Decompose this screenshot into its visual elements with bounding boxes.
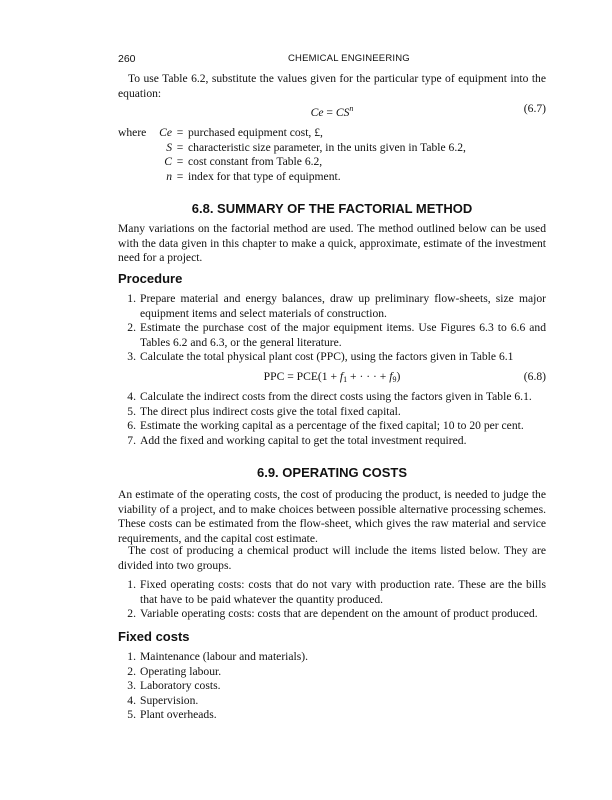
- definition-equals: =: [176, 126, 184, 139]
- procedure-steps-list-continued: [118, 390, 546, 448]
- fixed-costs-list: [118, 650, 546, 723]
- equation-equals: =: [326, 106, 333, 119]
- list-item: 3. Calculate the total physical plant cost (PPC), using the factors given in Table 6.1: [127, 350, 514, 363]
- intro-paragraph: To use Table 6.2, substitute the values given for the particular type of equipment into the equation:: [118, 72, 546, 100]
- section-6-9-paragraph-1: An estimate of the operating costs, the cost of producing the product, is needed to judge the viability of a project, and to make choices between possible alternative processing schemes. These costs can be estimated from the flow-sheet, which gives the raw material and service requirements, and the capital cost estimate.: [118, 488, 546, 545]
- definition-text: purchased equipment cost, £,: [188, 126, 323, 139]
- definition-symbol: C: [164, 155, 172, 168]
- list-item: 2. Variable operating costs: costs that are dependent on the amount of product produced.: [127, 607, 538, 620]
- list-item: 4. Supervision.: [127, 693, 199, 707]
- definition-text: index for that type of equipment.: [188, 169, 341, 183]
- list-item: 1. Fixed operating costs: costs that do not vary with production rate. These are the bills that have to be paid whatever the quantity produced.: [127, 578, 546, 606]
- definition-symbol: S: [166, 140, 172, 154]
- definition-row: [118, 141, 546, 156]
- procedure-heading: Procedure: [118, 271, 183, 286]
- running-title: CHEMICAL ENGINEERING: [288, 53, 410, 64]
- definition-text: cost constant from Table 6.2,: [188, 155, 323, 168]
- definition-row: [118, 126, 546, 141]
- definitions-list: [118, 126, 546, 184]
- equation-exponent: n: [349, 104, 354, 113]
- definition-row: [118, 155, 546, 170]
- definition-text: characteristic size parameter, in the units given in Table 6.2,: [188, 140, 466, 154]
- definition-symbol: Ce: [159, 126, 172, 139]
- list-item: 5. The direct plus indirect costs give the total fixed capital.: [127, 404, 401, 418]
- equation-number: (6.8): [523, 370, 546, 383]
- list-item: 6. Estimate the working capital as a percentage of the fixed capital; 10 to 20 per cent.: [127, 419, 524, 432]
- list-item: 5. Plant overheads.: [127, 708, 217, 721]
- list-item: 2. Estimate the purchase cost of the major equipment items. Use Figures 6.3 to 6.6 and Tables 6.2 and 6.3, or the general literature.: [127, 321, 546, 349]
- equation-6-7: [118, 102, 546, 118]
- where-label: where: [118, 126, 147, 139]
- fixed-costs-heading: Fixed costs: [118, 629, 190, 644]
- cost-groups-list: [118, 578, 546, 622]
- list-item: 4. Calculate the indirect costs from the direct costs using the factors given in Table 6.1.: [127, 390, 532, 403]
- section-heading-6-8: 6.8. SUMMARY OF THE FACTORIAL METHOD: [191, 201, 473, 216]
- definition-equals: =: [176, 169, 184, 183]
- procedure-steps-list: [118, 292, 546, 365]
- definition-row: [118, 170, 546, 185]
- definition-equals: =: [176, 155, 184, 168]
- section-6-8-paragraph: Many variations on the factorial method are used. The method outlined below can be used with the data given in this chapter to make a quick, approximate, estimate of the investment need for a project.: [118, 222, 546, 264]
- equation-number: (6.7): [523, 102, 546, 115]
- list-item: 1. Prepare material and energy balances, draw up preliminary flow-sheets, size major equipment items and select materials of construction.: [127, 292, 546, 320]
- list-item: 2. Operating labour.: [127, 664, 222, 678]
- section-heading-6-9: 6.9. OPERATING COSTS: [256, 465, 407, 480]
- list-item: 3. Laboratory costs.: [127, 679, 221, 692]
- equation-lhs: Ce: [310, 106, 324, 119]
- list-item: 7. Add the fixed and working capital to get the total investment required.: [127, 433, 467, 447]
- equation-rhs: CS: [335, 106, 350, 119]
- definition-equals: =: [176, 140, 184, 154]
- section-6-9-paragraph-2: The cost of producing a chemical product will include the items listed below. They are divided into two groups.: [118, 544, 546, 572]
- equation-6-8: PPC = $PCE(1 + f_1$ + · · · + $f_9$) (6.8): [263, 370, 546, 384]
- list-item: 1. Maintenance (labour and materials).: [127, 650, 309, 663]
- definition-symbol: n: [166, 169, 172, 183]
- page-number: 260: [118, 53, 136, 65]
